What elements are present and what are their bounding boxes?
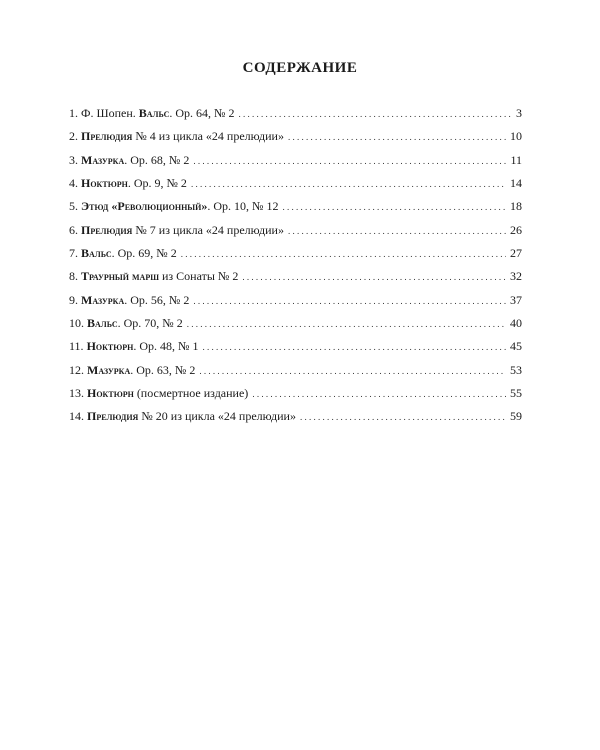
- dot-leader: [288, 219, 506, 243]
- dot-leader: [187, 312, 506, 336]
- toc-entry-text: [69, 289, 189, 312]
- toc-entry[interactable]: [69, 312, 522, 335]
- toc-entry-text: [69, 265, 238, 288]
- toc-entry-text: [69, 382, 248, 405]
- toc-entry-title: Мазурка: [81, 292, 125, 307]
- toc-entry-title: Ноктюрн: [86, 339, 134, 354]
- dot-leader: [242, 265, 506, 289]
- toc-entry[interactable]: [69, 382, 522, 405]
- toc-entry-number: 2.: [69, 129, 78, 144]
- toc-entry-title: Вальс: [81, 246, 112, 261]
- toc-entry[interactable]: [69, 149, 522, 172]
- toc-entry-number: 7.: [69, 246, 78, 261]
- toc-entry-title: Прелюдия: [81, 129, 133, 144]
- toc-entry-text: [69, 149, 189, 172]
- toc-entry-text: [69, 335, 199, 358]
- toc-entry-title: Вальс: [138, 106, 170, 120]
- toc-entry-number: 1.: [69, 106, 78, 120]
- dot-leader: [300, 405, 506, 429]
- toc-entry-page: 26: [510, 222, 522, 237]
- toc-entry-page: 53: [510, 362, 522, 377]
- toc-entry-text: [69, 102, 235, 125]
- toc-entry-detail: № 7 из цикла «24 прелюдии»: [132, 222, 284, 237]
- toc-entry-title: Прелюдия: [87, 409, 139, 424]
- toc-entry-page: 3: [516, 106, 522, 120]
- toc-entry-text: [69, 405, 296, 428]
- dot-leader: [193, 289, 506, 313]
- toc-entry-detail: . Ор. 48, № 1: [133, 339, 199, 354]
- toc-entry-detail: . Ор. 10, № 12: [207, 199, 279, 214]
- toc-entry-detail: № 20 из цикла «24 прелюдии»: [138, 409, 296, 424]
- toc-entry-detail: . Ор. 63, № 2: [130, 362, 196, 377]
- toc-entry-title: Мазурка: [81, 152, 125, 167]
- dot-leader: [283, 195, 507, 219]
- toc-entry-text: [69, 219, 284, 242]
- toc-entry-title: Ноктюрн: [81, 176, 128, 191]
- toc-entry-detail: . Ор. 70, № 2: [117, 316, 183, 331]
- toc-entry-number: 5.: [69, 199, 78, 214]
- dot-leader: [288, 125, 506, 149]
- toc-entry[interactable]: [69, 265, 522, 288]
- toc-entry[interactable]: [69, 335, 522, 358]
- toc-entry[interactable]: [69, 102, 522, 125]
- toc-entry-number: 9.: [69, 292, 78, 307]
- toc-entry-title: Ноктюрн: [87, 386, 134, 401]
- page-title: СОДЕРЖАНИЕ: [242, 60, 358, 76]
- toc-entry-detail: . Ор. 56, № 2: [124, 292, 190, 307]
- toc-entry-number: 3.: [69, 152, 78, 167]
- toc-entry-page: 40: [510, 316, 522, 331]
- toc-entry-text: [69, 242, 177, 265]
- toc-entry-page: 10: [510, 129, 522, 144]
- toc-entry-page: 55: [510, 386, 522, 401]
- toc-entry-number: 12.: [69, 362, 84, 377]
- toc-entry-number: 13.: [69, 386, 84, 401]
- toc-entry-page: 45: [510, 339, 522, 354]
- toc-entry-text: [69, 195, 279, 218]
- toc-entry-detail: . Ор. 69, № 2: [111, 246, 177, 261]
- toc-entry-page: 59: [510, 409, 522, 424]
- toc-entry[interactable]: [69, 172, 522, 195]
- toc-entry-page: 14: [510, 176, 522, 191]
- toc-entry-number: 4.: [69, 176, 78, 191]
- toc-entry-detail: № 4 из цикла «24 прелюдии»: [132, 129, 284, 144]
- dot-leader: [193, 149, 506, 173]
- toc-entry-detail: . Ор. 9, № 2: [127, 176, 187, 191]
- toc-entry-page: 27: [510, 246, 522, 261]
- toc-entry-title: Этюд «Революционный»: [81, 199, 208, 214]
- toc-entry[interactable]: [69, 195, 522, 218]
- toc-entry-text: [69, 172, 187, 195]
- toc-entry[interactable]: [69, 219, 522, 242]
- table-of-contents: [69, 102, 522, 429]
- toc-entry[interactable]: [69, 242, 522, 265]
- toc-entry[interactable]: [69, 359, 522, 382]
- toc-entry-number: 6.: [69, 222, 78, 237]
- toc-entry-detail: из Сонаты № 2: [159, 269, 239, 284]
- toc-entry[interactable]: [69, 405, 522, 428]
- dot-leader: [252, 382, 506, 406]
- toc-entry-title: Траурный марш: [81, 269, 159, 284]
- toc-entry-detail: (посмертное издание): [133, 386, 249, 401]
- toc-entry-title: Мазурка: [87, 362, 131, 377]
- toc-entry-title: Прелюдия: [81, 222, 133, 237]
- toc-entry-text: [69, 125, 284, 148]
- toc-entry[interactable]: [69, 289, 522, 312]
- toc-entry-page: 18: [510, 199, 522, 214]
- dot-leader: [199, 359, 506, 383]
- toc-entry-number: 8.: [69, 269, 78, 284]
- toc-entry-number: 11.: [69, 339, 84, 354]
- toc-entry[interactable]: [69, 125, 522, 148]
- toc-entry-page: 32: [510, 269, 522, 284]
- toc-entry-number: 10.: [69, 316, 84, 331]
- dot-leader: [181, 242, 506, 266]
- toc-entry-composer: Ф. Шопен.: [81, 106, 136, 120]
- toc-entry-detail: . Ор. 64, № 2: [169, 106, 235, 120]
- dot-leader: [239, 102, 513, 126]
- dot-leader: [203, 335, 507, 359]
- toc-entry-number: 14.: [69, 409, 84, 424]
- toc-entry-detail: . Ор. 68, № 2: [124, 152, 190, 167]
- toc-entry-text: [69, 312, 183, 335]
- dot-leader: [191, 172, 506, 196]
- toc-entry-text: [69, 359, 195, 382]
- toc-entry-title: Вальс: [87, 316, 118, 331]
- toc-entry-page: 11: [510, 152, 522, 167]
- toc-entry-page: 37: [510, 292, 522, 307]
